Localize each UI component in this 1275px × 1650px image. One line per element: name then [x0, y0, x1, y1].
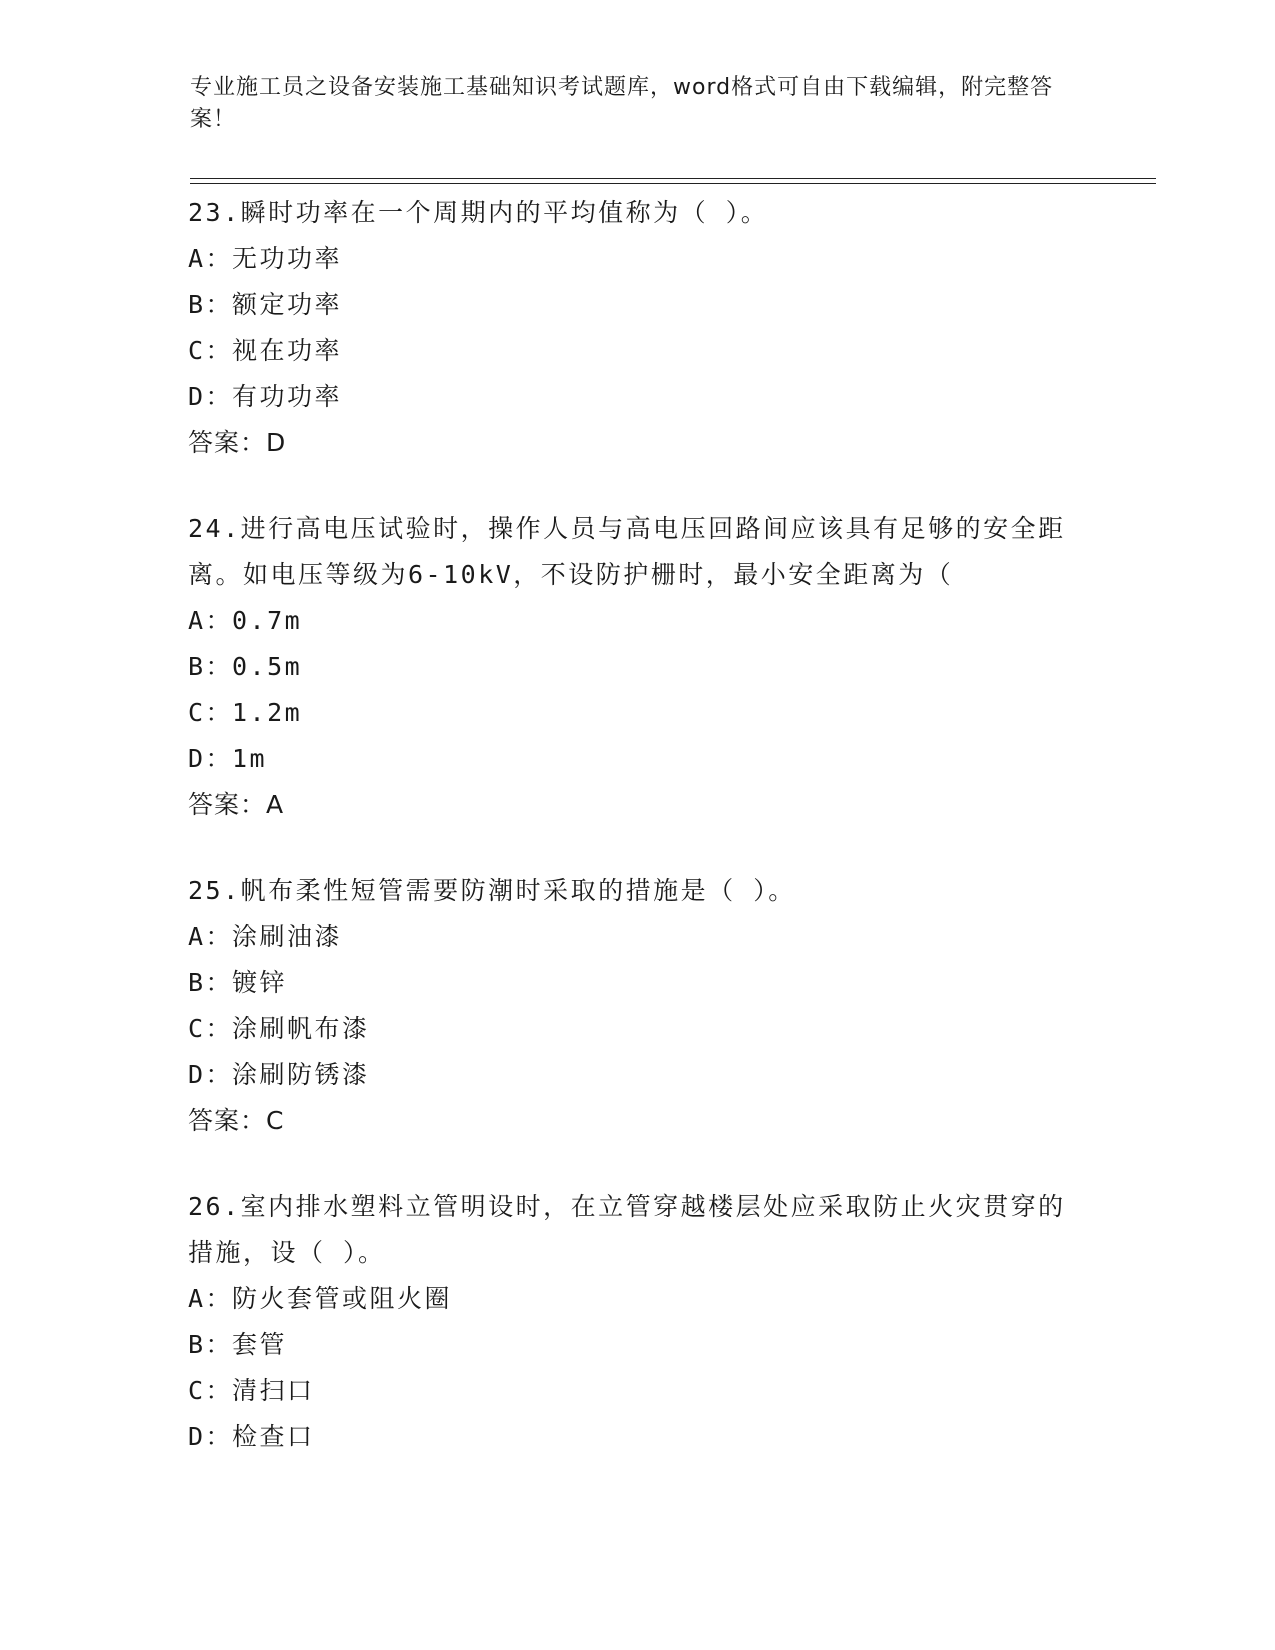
option-c [188, 328, 1088, 374]
document-header: 专业施工员之设备安装施工基础知识考试题库，word格式可自由下载编辑，附完整答案！ [190, 75, 1054, 132]
question-stem: 25.帆布柔性短管需要防潮时采取的措施是（ ）。 [188, 876, 796, 905]
option-label: B： [188, 290, 234, 319]
option-label: D： [188, 1422, 234, 1451]
option-label: C： [188, 698, 234, 727]
option-c [188, 1006, 1088, 1052]
option-text: 套管 [232, 1330, 288, 1359]
option-text: 有功功率 [232, 382, 343, 411]
question-stem: 26.室内排水塑料立管明设时，在立管穿越楼层处应采取防止火灾贯穿的措施，设（ ）。 [188, 1192, 1066, 1267]
option-text: 清扫口 [232, 1376, 315, 1405]
question-item [188, 868, 1088, 1144]
option-text: 防火套管或阻火圈 [232, 1284, 453, 1313]
question-stem: 23.瞬时功率在一个周期内的平均值称为（ ）。 [188, 198, 769, 227]
option-label: B： [188, 652, 234, 681]
option-d [188, 1052, 1088, 1098]
option-label: B： [188, 1330, 234, 1359]
option-text: 涂刷油漆 [232, 922, 343, 951]
option-label: A： [188, 244, 234, 273]
question-item [188, 1184, 1088, 1460]
option-d [188, 374, 1088, 420]
option-text: 无功功率 [232, 244, 343, 273]
option-label: D： [188, 744, 234, 773]
option-text: 额定功率 [232, 290, 343, 319]
option-a [188, 598, 1088, 644]
option-label: B： [188, 968, 234, 997]
question-item [188, 506, 1088, 828]
option-text: 镀锌 [232, 968, 288, 997]
option-label: A： [188, 922, 234, 951]
option-b [188, 1322, 1088, 1368]
option-text: 涂刷帆布漆 [232, 1014, 370, 1043]
option-d [188, 736, 1088, 782]
option-label: C： [188, 336, 234, 365]
answer-line: 答案：A [188, 790, 285, 819]
header-divider-bottom [190, 183, 1156, 184]
option-text: 视在功率 [232, 336, 343, 365]
answer-line: 答案：D [188, 428, 287, 457]
option-label: A： [188, 606, 234, 635]
option-label: D： [188, 1060, 234, 1089]
option-label: C： [188, 1014, 234, 1043]
option-b [188, 960, 1088, 1006]
option-text: 涂刷防锈漆 [232, 1060, 370, 1089]
option-d [188, 1414, 1088, 1460]
option-text: 1.2m [232, 698, 303, 727]
option-text: 0.7m [232, 606, 303, 635]
option-b [188, 644, 1088, 690]
answer-line: 答案：C [188, 1106, 285, 1135]
option-c [188, 1368, 1088, 1414]
option-a [188, 1276, 1088, 1322]
option-label: D： [188, 382, 234, 411]
header-divider-top [190, 178, 1156, 179]
question-list [188, 190, 1088, 1500]
option-label: C： [188, 1376, 234, 1405]
option-b [188, 282, 1088, 328]
question-item [188, 190, 1088, 466]
question-stem: 24.进行高电压试验时，操作人员与高电压回路间应该具有足够的安全距离。如电压等级为6-10kV，不设防护栅时，最小安全距离为（ [188, 514, 1066, 589]
option-text: 检查口 [232, 1422, 315, 1451]
option-text: 1m [232, 744, 268, 773]
option-a [188, 914, 1088, 960]
option-c [188, 690, 1088, 736]
option-text: 0.5m [232, 652, 303, 681]
option-a [188, 236, 1088, 282]
option-label: A： [188, 1284, 234, 1313]
